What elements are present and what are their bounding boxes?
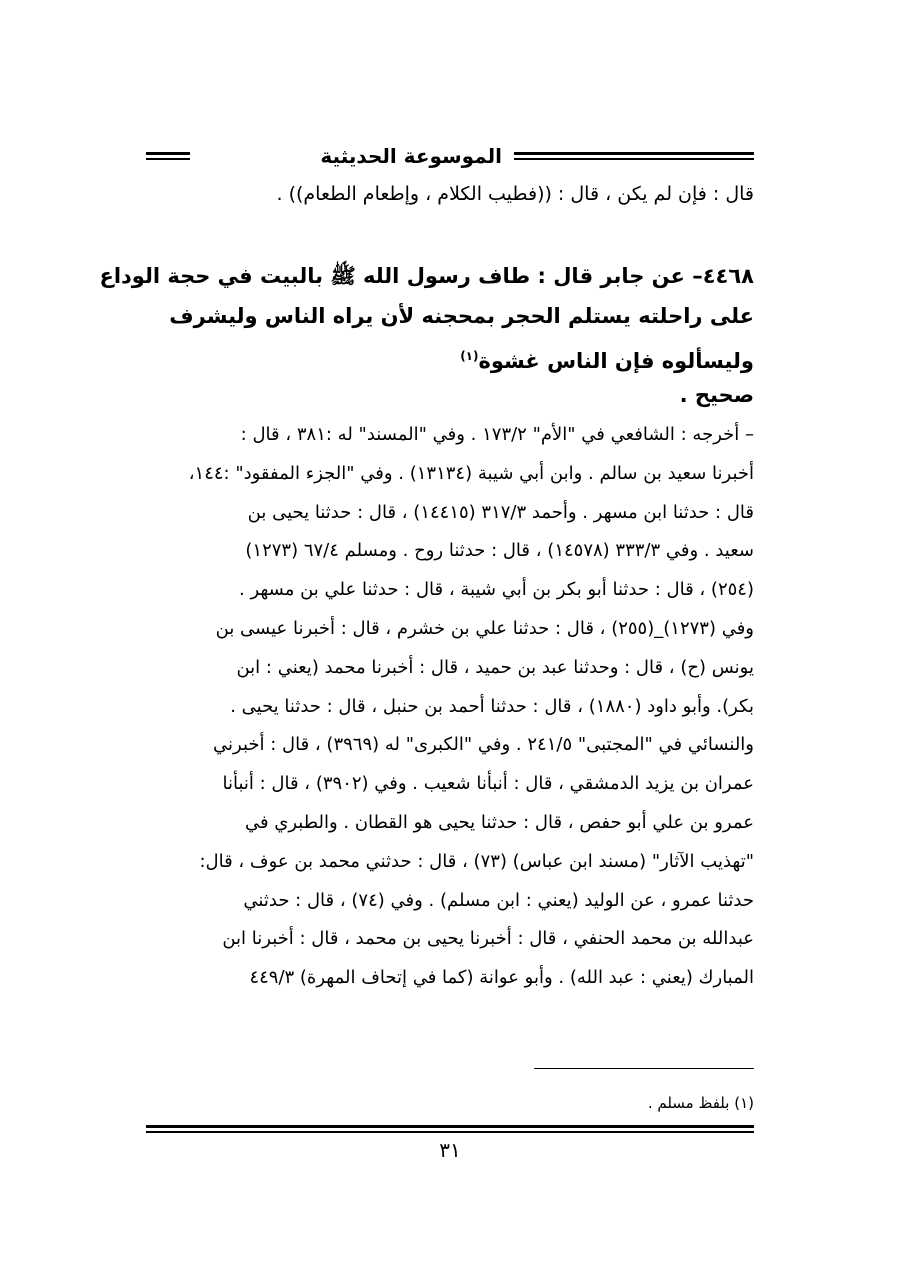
takhrij-line: المبارك (يعني : عبد الله) . وأبو عوانة (كما في إتحاف المهرة) ٤٤٩/٣ [249,967,754,989]
takhrij-line: وفي (١٢٧٣)_(٢٥٥) ، قال : حدثنا علي بن خشرم ، قال : أخبرنا عيسى بن [215,617,754,639]
takhrij-line: والنسائي في "المجتبى" ٢٤١/٥ . وفي "الكبرى" له (٣٩٦٩) ، قال : أخبرني [213,734,754,756]
takhrij-line: – أخرجه : الشافعي في "الأم" ١٧٣/٢ . وفي "المسند" له :٣٨١ ، قال : [240,424,754,445]
takhrij-line: يونس (ح) ، قال : وحدثنا عبد بن حميد ، قال : أخبرنا محمد (يعني : ابن [236,656,754,678]
takhrij-line: قال : حدثنا ابن مسهر . وأحمد ٣١٧/٣ (١٤٤١٥) ، قال : حدثنا يحيى بن [247,501,754,523]
footnote-marker: (١) [460,349,479,363]
hadith-text [99,256,754,376]
takhrij-line: أخبرنا سعيد بن سالم . وابن أبي شيبة (١٣١٣٤) . وفي "الجزء المفقود" :١٤٤، [188,462,754,484]
takhrij-line: عمرو بن علي أبو حفص ، قال : حدثنا يحيى هو القطان . والطبري في [244,811,754,833]
header-rule-right [514,152,754,160]
bottom-rule [146,1125,754,1133]
hadith-grade: صحيح . [679,383,754,407]
footnote-separator [534,1068,754,1069]
hadith-line [146,336,754,376]
continuation-line: قال : فإن لم يكن ، قال : ((فطيب الكلام ، وإطعام الطعام)) . [276,183,754,205]
takhrij-line: (٢٥٤) ، قال : حدثنا أبو بكر بن أبي شيبة ، قال : حدثنا علي بن مسهر . [239,579,754,601]
takhrij-line: حدثنا عمرو ، عن الوليد (يعني : ابن مسلم) . وفي (٧٤) ، قال : حدثني [243,889,754,911]
footnote: (١) بلفظ مسلم . [647,1094,754,1112]
page-header [146,142,754,170]
hadith-line-text: وليسألوه فإن الناس غشوة [478,349,754,373]
hadith-line: على راحلته يستلم الحجر بمحجنه لأن يراه الناس وليشرف [169,304,754,328]
takhrij-line: عبدالله بن محمد الحنفي ، قال : أخبرنا يحيى بن محمد ، قال : أخبرنا ابن [222,928,754,950]
takhrij-line: "تهذيب الآثار" (مسند ابن عباس) (٧٣) ، قال : حدثني محمد بن عوف ، قال: [199,850,754,872]
takhrij-line: بكر). وأبو داود (١٨٨٠) ، قال : حدثنا أحمد بن حنبل ، قال : حدثنا يحيى . [230,695,754,717]
hadith-line: ٤٤٦٨– عن جابر قال : طاف رسول الله ﷺ بالبيت في حجة الوداع [99,264,754,288]
takhrij-line: عمران بن يزيد الدمشقي ، قال : أنبأنا شعيب . وفي (٣٩٠٢) ، قال : أنبأنا [222,773,754,795]
page-number: ٣١ [439,1138,461,1162]
takhrij-paragraph [146,416,754,998]
header-rule-left [146,152,190,160]
header-title: الموسوعة الحديثية [320,144,502,168]
takhrij-line: سعيد . وفي ٣٣٣/٣ (١٤٥٧٨) ، قال : حدثنا روح . ومسلم ٦٧/٤ (١٢٧٣) [245,540,754,562]
